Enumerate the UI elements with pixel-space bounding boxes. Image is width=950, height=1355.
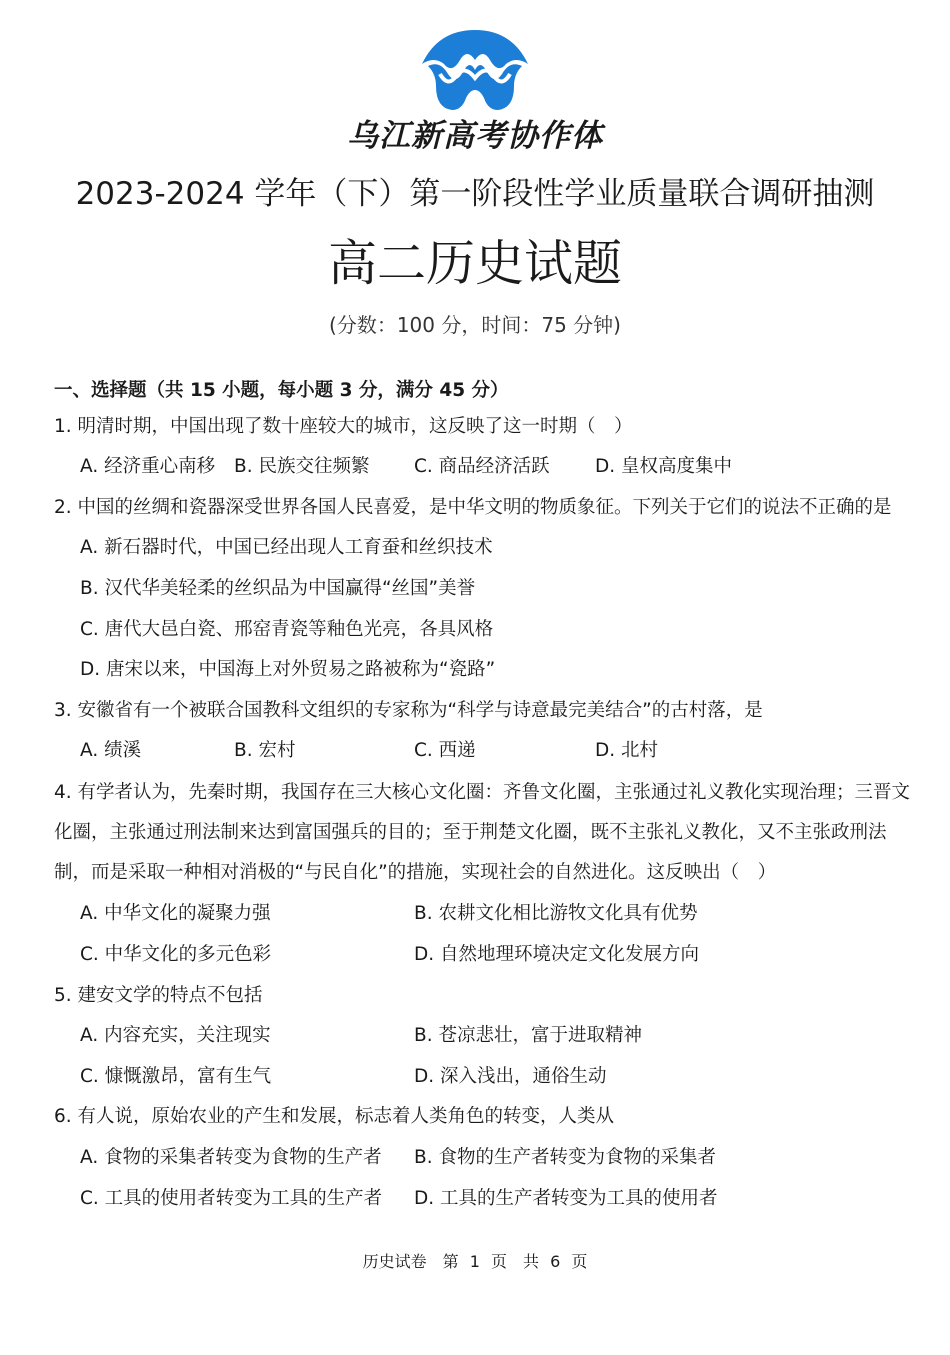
- question-3-stem: 3. 安徽省有一个被联合国教科文组织的专家称为“科学与诗意最完美结合”的古村落，是: [54, 700, 763, 721]
- question-4-option-d: D. 自然地理环境决定文化发展方向: [414, 944, 700, 965]
- question-3-option-d: D. 北村: [595, 740, 659, 761]
- question-2-stem: 2. 中国的丝绸和瓷器深受世界各国人民喜爱，是中华文明的物质象征。下列关于它们的说法不正确的是: [54, 497, 892, 518]
- question-3-option-c: C. 西递: [414, 740, 476, 761]
- question-5-stem: 5. 建安文学的特点不包括: [54, 985, 263, 1006]
- question-5-option-b: B. 苍凉悲壮，富于进取精神: [414, 1025, 642, 1046]
- question-6-option-c: C. 工具的使用者转变为工具的生产者: [80, 1188, 383, 1209]
- question-2-option-a: A. 新石器时代，中国已经出现人工育蚕和丝织技术: [80, 537, 493, 558]
- question-4-stem-line-2: 化圈，主张通过刑法制来达到富国强兵的目的；至于荆楚文化圈，既不主张礼义教化，又不主张政刑法: [54, 822, 887, 843]
- page-footer: 历史试卷 第 1 页 共 6 页: [362, 1252, 588, 1271]
- question-6-option-a: A. 食物的采集者转变为食物的生产者: [80, 1147, 382, 1168]
- question-1-stem: 1. 明清时期，中国出现了数十座较大的城市，这反映了这一时期（ ）: [54, 416, 633, 437]
- question-2-option-b: B. 汉代华美轻柔的丝织品为中国赢得“丝国”美誉: [80, 578, 476, 599]
- exam-title: 2023-2024 学年（下）第一阶段性学业质量联合调研抽测: [75, 176, 875, 212]
- question-2-option-d: D. 唐宋以来，中国海上对外贸易之路被称为“瓷路”: [80, 659, 496, 680]
- question-3-option-a: A. 绩溪: [80, 740, 142, 761]
- question-1-option-a: A. 经济重心南移: [80, 456, 216, 477]
- question-1-option-d: D. 皇权高度集中: [595, 456, 733, 477]
- section-title: 一、选择题（共 15 小题，每小题 3 分，满分 45 分）: [54, 380, 509, 401]
- question-4-option-a: A. 中华文化的凝聚力强: [80, 903, 271, 924]
- question-4-option-b: B. 农耕文化相比游牧文化具有优势: [414, 903, 698, 924]
- question-5-option-d: D. 深入浅出，通俗生动: [414, 1066, 607, 1087]
- question-6-stem: 6. 有人说，原始农业的产生和发展，标志着人类角色的转变，人类从: [54, 1106, 615, 1127]
- question-6-option-b: B. 食物的生产者转变为食物的采集者: [414, 1147, 716, 1168]
- score-time-info: (分数：100 分，时间：75 分钟): [329, 313, 621, 337]
- logo-icon: [418, 30, 532, 112]
- question-5-option-c: C. 慷慨激昂，富有生气: [80, 1066, 272, 1087]
- page-title: 高二历史试题: [327, 235, 622, 292]
- question-1-option-b: B. 民族交往频繁: [234, 456, 370, 477]
- question-4-option-c: C. 中华文化的多元色彩: [80, 944, 272, 965]
- org-name: 乌江新高考协作体: [347, 118, 603, 154]
- question-4-stem-line-3: 制，而是采取一种相对消极的“与民自化”的措施，实现社会的自然进化。这反映出（ ）: [54, 862, 777, 883]
- question-3-option-b: B. 宏村: [234, 740, 296, 761]
- question-6-option-d: D. 工具的生产者转变为工具的使用者: [414, 1188, 718, 1209]
- question-2-option-c: C. 唐代大邑白瓷、邢窑青瓷等釉色光亮，各具风格: [80, 619, 494, 640]
- question-5-option-a: A. 内容充实，关注现实: [80, 1025, 271, 1046]
- question-1-option-c: C. 商品经济活跃: [414, 456, 550, 477]
- question-4-stem-line-1: 4. 有学者认为，先秦时期，我国存在三大核心文化圈：齐鲁文化圈，主张通过礼义教化实现治理；三晋文: [54, 782, 911, 803]
